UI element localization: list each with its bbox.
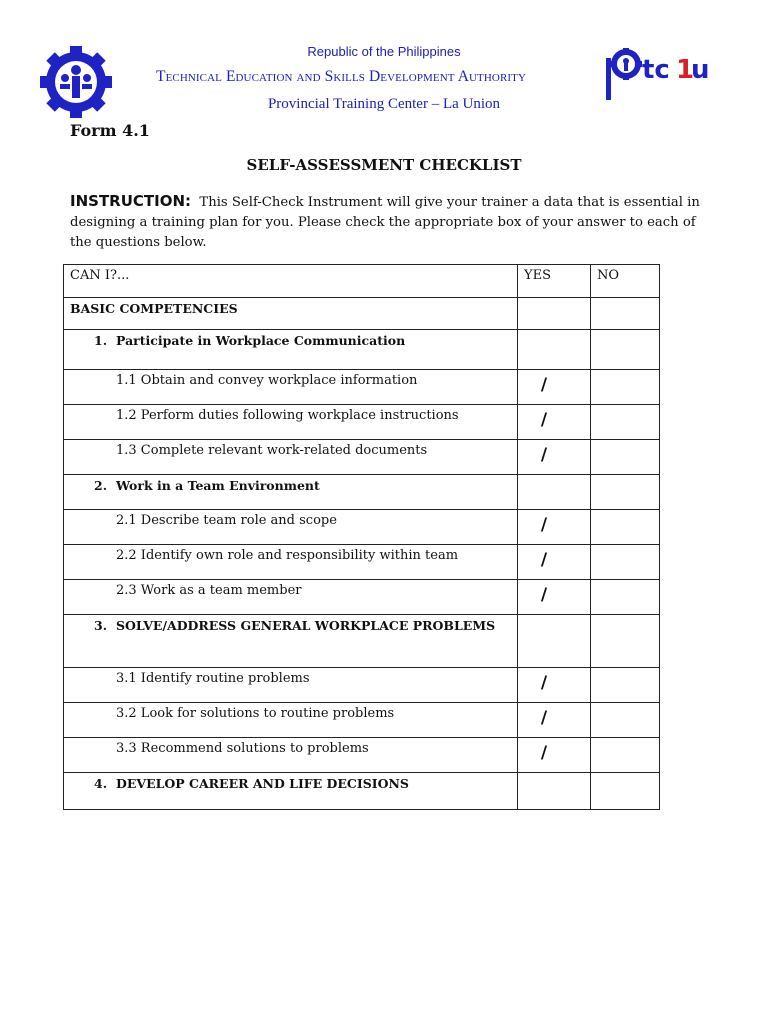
- item-label: 3.2 Look for solutions to routine problems: [116, 706, 395, 721]
- yes-cell[interactable]: [518, 615, 591, 668]
- no-cell[interactable]: [591, 370, 660, 405]
- section-number: 4.: [94, 776, 108, 791]
- header-republic: Republic of the Philippines: [307, 44, 461, 59]
- instruction-text: This Self-Check Instrument will give your trainer a data that is essential in designing a training plan for you. Please check the appropriate box of your answer to each of the questions below.: [70, 195, 700, 250]
- yes-check-mark: /: [540, 515, 548, 535]
- table-row: [64, 738, 660, 773]
- section-row: [64, 475, 660, 510]
- category-label: BASIC COMPETENCIES: [70, 301, 238, 316]
- section-number: 2.: [94, 478, 108, 493]
- item-label: 3.3 Recommend solutions to problems: [116, 741, 369, 756]
- section-title: Participate in Workplace Communication: [116, 333, 406, 348]
- yes-check-mark: /: [540, 550, 548, 570]
- table-row: [64, 580, 660, 615]
- item-label: 2.2 Identify own role and responsibility within team: [116, 548, 459, 563]
- svg-text:1: 1: [676, 55, 695, 85]
- col-header-yes: YES: [524, 268, 551, 283]
- section-number: 1.: [94, 333, 108, 348]
- svg-text:tc: tc: [642, 55, 670, 85]
- section-label: [64, 475, 517, 496]
- yes-cell[interactable]: [518, 738, 591, 773]
- item-label: 1.1 Obtain and convey workplace information: [116, 373, 418, 388]
- item-label: 3.1 Identify routine problems: [116, 671, 310, 686]
- yes-cell[interactable]: [518, 668, 591, 703]
- table-header-row: [64, 265, 660, 298]
- col-header-no: NO: [597, 268, 620, 283]
- page-title: SELF-ASSESSMENT CHECKLIST: [246, 156, 522, 174]
- yes-check-mark: /: [540, 673, 548, 693]
- yes-check-mark: /: [540, 410, 548, 430]
- section-row: [64, 615, 660, 668]
- checklist-table: [63, 264, 660, 810]
- section-title: DEVELOP CAREER AND LIFE DECISIONS: [116, 776, 409, 791]
- yes-check-mark: /: [540, 585, 548, 605]
- no-cell[interactable]: [591, 440, 660, 475]
- item-label: 2.3 Work as a team member: [116, 583, 302, 598]
- yes-cell[interactable]: [518, 773, 591, 810]
- svg-text:u: u: [691, 55, 710, 85]
- no-cell[interactable]: [591, 330, 660, 370]
- form-number: Form 4.1: [70, 121, 150, 140]
- no-cell[interactable]: [591, 773, 660, 810]
- yes-cell[interactable]: [518, 370, 591, 405]
- yes-cell[interactable]: [518, 545, 591, 580]
- yes-cell[interactable]: [518, 580, 591, 615]
- no-cell[interactable]: [591, 475, 660, 510]
- header-agency: Technical Education and Skills Development Authority: [156, 68, 527, 85]
- yes-cell[interactable]: [518, 510, 591, 545]
- item-label: 1.3 Complete relevant work-related documents: [116, 443, 428, 458]
- category-row: [64, 298, 660, 330]
- no-cell[interactable]: [591, 738, 660, 773]
- col-header-can: CAN I?...: [70, 268, 130, 283]
- section-label: [64, 773, 517, 794]
- yes-cell[interactable]: [518, 405, 591, 440]
- item-label: 1.2 Perform duties following workplace instructions: [116, 408, 459, 423]
- yes-cell[interactable]: [518, 330, 591, 370]
- no-cell[interactable]: [591, 580, 660, 615]
- section-title: SOLVE/ADDRESS GENERAL WORKPLACE PROBLEMS: [116, 618, 496, 633]
- header-center: Provincial Training Center – La Union: [267, 96, 501, 112]
- item-label: 2.1 Describe team role and scope: [116, 513, 337, 528]
- section-label: [64, 615, 517, 636]
- yes-check-mark: /: [540, 375, 548, 395]
- no-cell[interactable]: [591, 703, 660, 738]
- instruction-paragraph: [70, 191, 706, 253]
- table-row: [64, 440, 660, 475]
- yes-cell[interactable]: [518, 703, 591, 738]
- section-title: Work in a Team Environment: [116, 478, 320, 493]
- table-row: [64, 405, 660, 440]
- table-row: [64, 703, 660, 738]
- yes-check-mark: /: [540, 743, 548, 763]
- no-cell[interactable]: [591, 545, 660, 580]
- yes-check-mark: /: [540, 708, 548, 728]
- no-cell[interactable]: [591, 298, 660, 330]
- section-label: [64, 330, 517, 351]
- no-cell[interactable]: [591, 405, 660, 440]
- yes-cell[interactable]: [518, 475, 591, 510]
- section-row: [64, 773, 660, 810]
- yes-cell[interactable]: [518, 440, 591, 475]
- section-row: [64, 330, 660, 370]
- no-cell[interactable]: [591, 668, 660, 703]
- table-row: [64, 668, 660, 703]
- yes-cell[interactable]: [518, 298, 591, 330]
- table-row: [64, 510, 660, 545]
- section-number: 3.: [94, 618, 108, 633]
- table-row: [64, 370, 660, 405]
- table-row: [64, 545, 660, 580]
- yes-check-mark: /: [540, 445, 548, 465]
- no-cell[interactable]: [591, 510, 660, 545]
- no-cell[interactable]: [591, 615, 660, 668]
- instruction-label: INSTRUCTION:: [70, 192, 192, 210]
